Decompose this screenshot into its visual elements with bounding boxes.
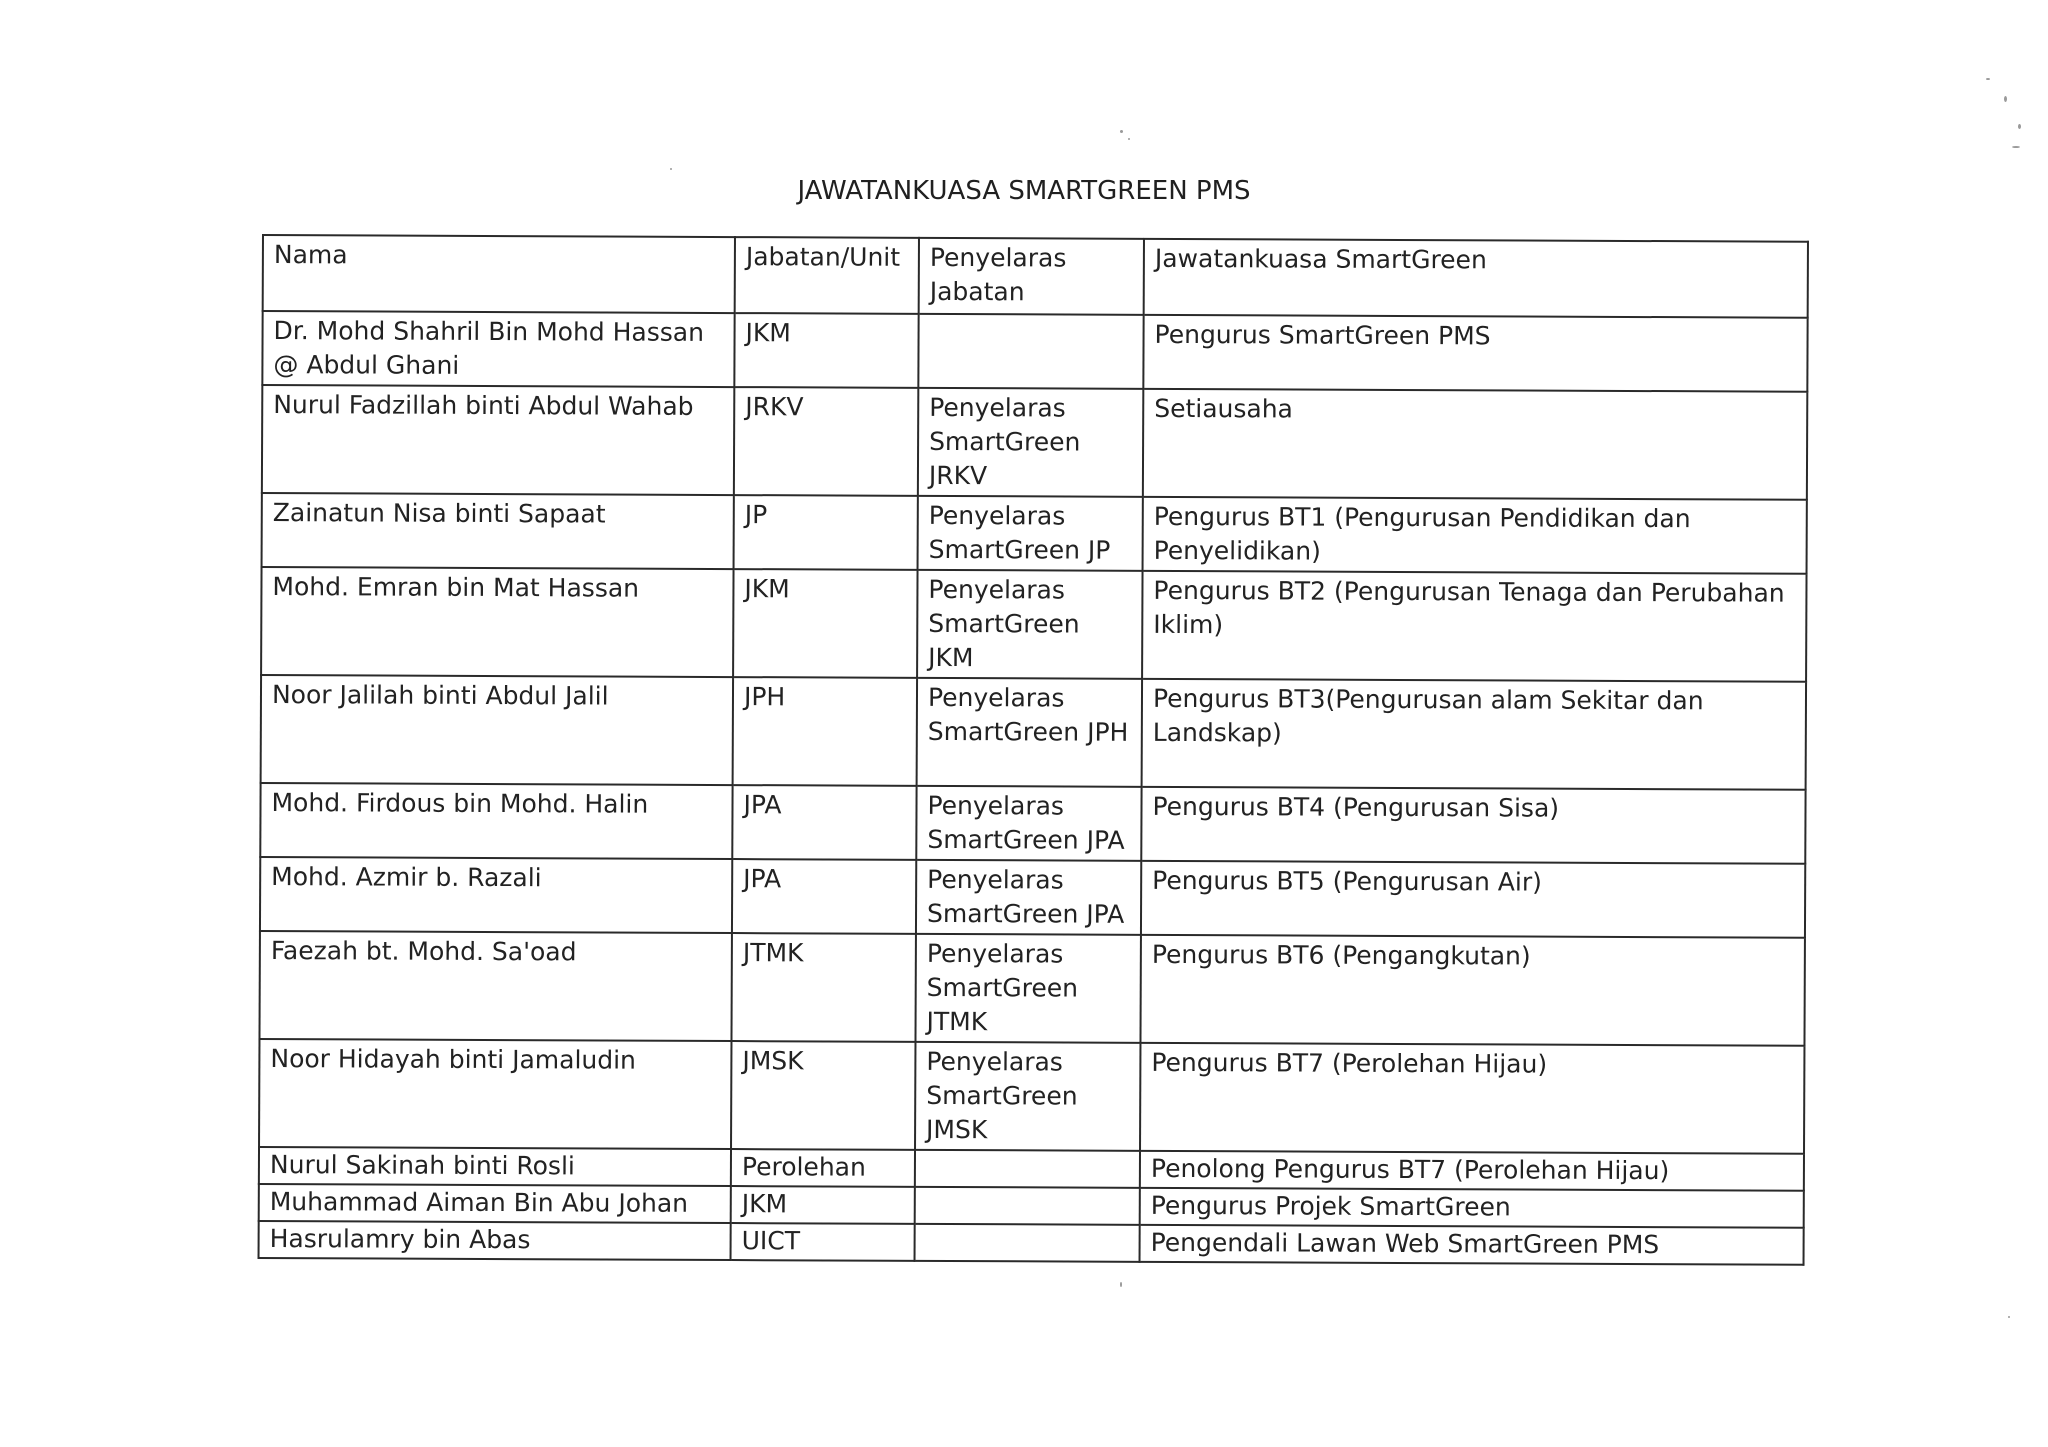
table-row <box>261 567 1806 682</box>
cell-unit: JKM <box>731 1186 915 1224</box>
cell-unit: JTMK <box>731 933 915 1042</box>
header-jabatan-unit: Jabatan/Unit <box>735 237 919 314</box>
scan-speck <box>2012 146 2020 148</box>
table-row <box>259 1039 1804 1154</box>
cell-penyelaras <box>915 1224 1140 1262</box>
scan-speck <box>2008 1316 2010 1318</box>
header-nama: Nama <box>263 235 735 313</box>
scan-speck <box>1128 138 1130 140</box>
cell-nama: Mohd. Emran bin Mat Hassan <box>261 567 733 677</box>
table-row <box>260 857 1805 938</box>
cell-jawatankuasa: Pengurus BT4 (Pengurusan Sisa) <box>1141 787 1805 864</box>
cell-nama: Zainatun Nisa binti Sapaat <box>262 493 734 569</box>
cell-penyelaras: Penyelaras SmartGreen JRKV <box>918 388 1143 497</box>
cell-jawatankuasa: Pengurus BT6 (Pengangkutan) <box>1140 935 1804 1046</box>
scan-speck <box>1986 78 1990 80</box>
cell-unit: JPH <box>733 677 917 786</box>
cell-jawatankuasa: Pengurus BT1 (Pengurusan Pendidikan dan Penyelidikan) <box>1143 497 1807 574</box>
scan-speck <box>670 168 672 170</box>
cell-penyelaras <box>915 1187 1140 1225</box>
cell-jawatankuasa: Pengurus BT5 (Pengurusan Air) <box>1141 861 1805 938</box>
cell-unit: JPA <box>732 859 916 934</box>
scan-speck <box>1120 130 1123 133</box>
cell-penyelaras: Penyelaras SmartGreen JKM <box>917 570 1142 679</box>
header-penyelaras-jabatan: Penyelaras Jabatan <box>919 238 1144 315</box>
cell-penyelaras: Penyelaras SmartGreen JPA <box>916 860 1141 935</box>
table-row <box>262 385 1807 500</box>
cell-unit: JPA <box>732 785 916 860</box>
header-jawatankuasa: Jawatankuasa SmartGreen <box>1144 239 1808 318</box>
cell-jawatankuasa: Pengurus BT7 (Perolehan Hijau) <box>1140 1043 1804 1154</box>
cell-jawatankuasa: Pengurus BT2 (Pengurusan Tenaga dan Perubahan Iklim) <box>1142 571 1806 682</box>
cell-nama: Muhammad Aiman Bin Abu Johan <box>259 1184 731 1223</box>
cell-nama: Noor Jalilah binti Abdul Jalil <box>261 675 733 785</box>
table-row <box>259 931 1804 1046</box>
cell-jawatankuasa: Setiausaha <box>1143 389 1807 500</box>
scan-speck <box>2018 124 2021 129</box>
cell-penyelaras: Penyelaras SmartGreen JTMK <box>915 934 1140 1043</box>
cell-jawatankuasa: Pengurus Projek SmartGreen <box>1140 1188 1804 1228</box>
table-header-row <box>263 235 1808 318</box>
cell-penyelaras: Penyelaras SmartGreen JP <box>918 496 1143 571</box>
table-row <box>262 493 1807 574</box>
cell-nama: Mohd. Firdous bin Mohd. Halin <box>260 783 732 859</box>
cell-penyelaras <box>918 314 1143 389</box>
cell-nama: Faezah bt. Mohd. Sa'oad <box>259 931 731 1041</box>
cell-unit: JP <box>734 495 918 570</box>
scan-speck <box>1120 1282 1122 1287</box>
cell-nama: Nurul Fadzillah binti Abdul Wahab <box>262 385 734 495</box>
cell-jawatankuasa: Penolong Pengurus BT7 (Perolehan Hijau) <box>1140 1151 1804 1191</box>
cell-nama: Noor Hidayah binti Jamaludin <box>259 1039 731 1149</box>
table-row <box>259 1221 1804 1265</box>
cell-jawatankuasa: Pengendali Lawan Web SmartGreen PMS <box>1140 1225 1804 1265</box>
cell-jawatankuasa: Pengurus SmartGreen PMS <box>1143 315 1807 392</box>
cell-penyelaras <box>915 1150 1140 1188</box>
cell-nama: Dr. Mohd Shahril Bin Mohd Hassan @ Abdul Ghani <box>262 311 734 387</box>
cell-unit: JMSK <box>731 1041 915 1150</box>
document-title: JAWATANKUASA SMARTGREEN PMS <box>797 176 1251 206</box>
cell-unit: JKM <box>733 569 917 678</box>
cell-unit: JRKV <box>734 387 918 496</box>
table-row <box>262 311 1807 392</box>
cell-unit: JKM <box>734 313 918 388</box>
table-row <box>260 783 1805 864</box>
cell-nama: Mohd. Azmir b. Razali <box>260 857 732 933</box>
cell-penyelaras: Penyelaras SmartGreen JPH <box>917 678 1142 787</box>
scan-speck <box>2004 96 2007 102</box>
committee-table <box>258 234 1809 1266</box>
cell-nama: Hasrulamry bin Abas <box>259 1221 731 1260</box>
cell-unit: Perolehan <box>731 1149 915 1187</box>
table-row <box>261 675 1806 790</box>
cell-penyelaras: Penyelaras SmartGreen JMSK <box>915 1042 1140 1151</box>
cell-unit: UICT <box>731 1223 915 1261</box>
cell-nama: Nurul Sakinah binti Rosli <box>259 1147 731 1186</box>
cell-penyelaras: Penyelaras SmartGreen JPA <box>916 786 1141 861</box>
cell-jawatankuasa: Pengurus BT3(Pengurusan alam Sekitar dan Landskap) <box>1142 679 1806 790</box>
